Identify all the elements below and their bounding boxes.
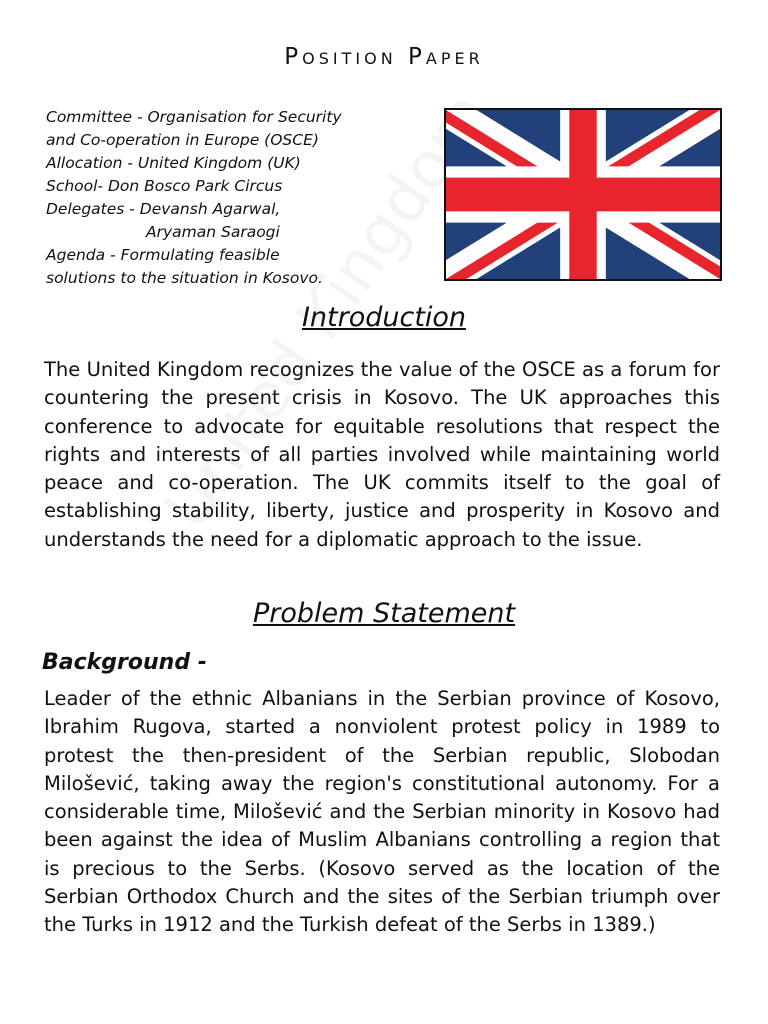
agenda-line-2: solutions to the situation in Kosovo. [46,269,323,287]
introduction-body: The United Kingdom recognizes the value of the OSCE as a forum for countering the present crisis in Kosovo. The UK approaches this conference to advocate for equitable resolutions that respect the rights and interests of all parties involved while maintaining world peace and co-operation. The UK commits itself to the goal of establishing stability, liberty, justice and prosperity in Kosovo and understands the need for a diplomatic approach to the issue. [44,358,720,551]
delegate-details [46,106,426,290]
background-body: Leader of the ethnic Albanians in the Serbian province of Kosovo, Ibrahim Rugova, started a nonviolent protest policy in 1989 to protest the then-president of the Serbian republic, Slobodan Milošević, taking away the region's constitutional autonomy. For a considerable time, Milošević and the Serbian minority in Kosovo had been against the idea of Muslim Albanians controlling a region that is precious to the Serbs. (Kosovo served as the location of the Serbian Orthodox Church and the sites of the Serbian triumph over the Turks in 1912 and the Turkish defeat of the Serbs in 1389.) [44,687,720,937]
page-title: Position Paper [284,44,484,70]
delegates-line-2: Aryaman Saraogi [146,223,280,241]
school-line: School- Don Bosco Park Circus [46,177,283,195]
delegates-line-1: Delegates - Devansh Agarwal, [46,200,281,218]
committee-line-1: Committee - Organisation for Security [46,108,342,126]
introduction-heading: Introduction [301,302,467,333]
union-jack-flag-icon [444,108,722,281]
background-subheading: Background - [42,650,207,675]
committee-line-2: and Co-operation in Europe (OSCE) [46,131,319,149]
problem-statement-heading: Problem Statement [252,598,516,629]
agenda-line-1: Agenda - Formulating feasible [46,246,280,264]
allocation-line: Allocation - United Kingdom (UK) [46,154,301,172]
